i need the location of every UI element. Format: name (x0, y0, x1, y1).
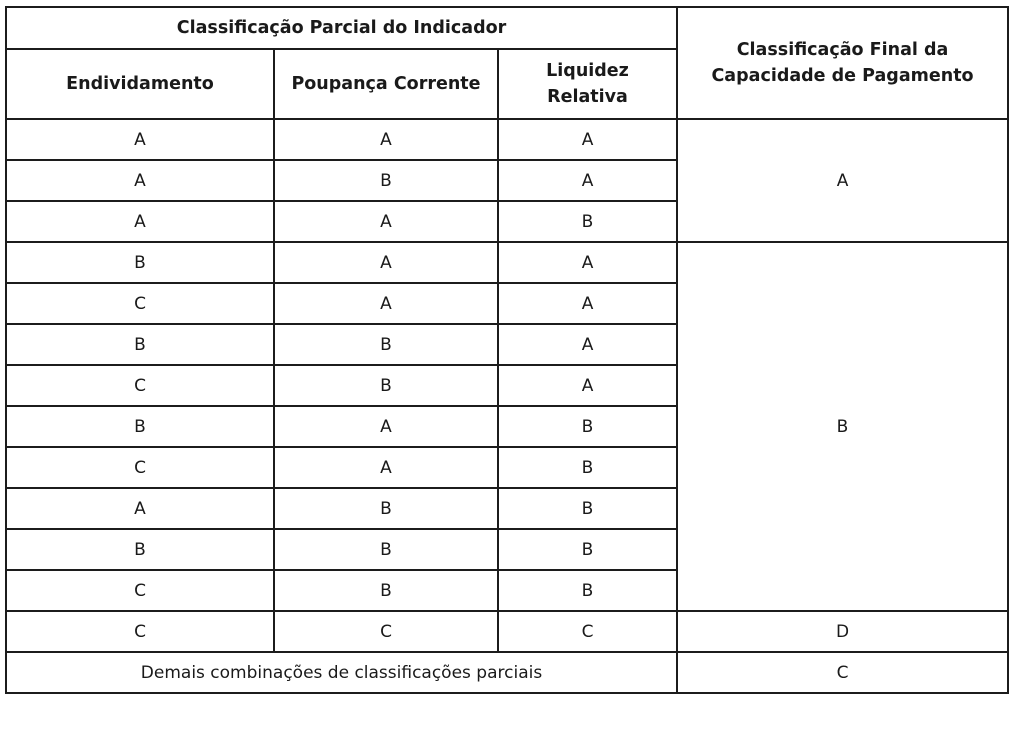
cell-endividamento: A (6, 119, 274, 160)
other-combinations-label: Demais combinações de classificações parciais (6, 652, 677, 693)
column-header-endividamento: Endividamento (6, 49, 274, 119)
cell-endividamento: C (6, 283, 274, 324)
liquidez-relativa-header-text: Liquidez Relativa (546, 61, 629, 107)
cell-final-classification: D (677, 611, 1008, 652)
cell-endividamento: C (6, 365, 274, 406)
cell-endividamento: B (6, 324, 274, 365)
cell-poupanca-corrente: B (274, 488, 498, 529)
cell-poupanca-corrente: A (274, 406, 498, 447)
table-row-footer (6, 652, 1008, 693)
cell-poupanca-corrente: A (274, 119, 498, 160)
cell-liquidez-relativa: A (498, 119, 677, 160)
cell-final-classification: B (677, 242, 1008, 611)
cell-final-classification: C (677, 652, 1008, 693)
cell-liquidez-relativa: A (498, 365, 677, 406)
cell-poupanca-corrente: B (274, 365, 498, 406)
table-body (6, 119, 1008, 693)
cell-endividamento: C (6, 570, 274, 611)
cell-liquidez-relativa: A (498, 324, 677, 365)
classification-table (5, 6, 1009, 694)
column-header-poupanca-corrente: Poupança Corrente (274, 49, 498, 119)
cell-liquidez-relativa: B (498, 447, 677, 488)
cell-poupanca-corrente: B (274, 324, 498, 365)
cell-liquidez-relativa: A (498, 242, 677, 283)
cell-liquidez-relativa: B (498, 201, 677, 242)
table-row (6, 119, 1008, 160)
cell-endividamento: C (6, 611, 274, 652)
cell-liquidez-relativa: B (498, 570, 677, 611)
cell-liquidez-relativa: C (498, 611, 677, 652)
cell-liquidez-relativa: B (498, 406, 677, 447)
cell-endividamento: A (6, 160, 274, 201)
cell-endividamento: A (6, 201, 274, 242)
final-classification-header-text: Classificação Final da Capacidade de Pagamento (711, 40, 974, 86)
cell-poupanca-corrente: B (274, 570, 498, 611)
column-header-liquidez-relativa (498, 49, 677, 119)
cell-endividamento: B (6, 242, 274, 283)
cell-poupanca-corrente: B (274, 160, 498, 201)
cell-endividamento: A (6, 488, 274, 529)
table-row (6, 611, 1008, 652)
cell-poupanca-corrente: C (274, 611, 498, 652)
cell-poupanca-corrente: A (274, 242, 498, 283)
cell-endividamento: B (6, 529, 274, 570)
cell-poupanca-corrente: A (274, 447, 498, 488)
cell-poupanca-corrente: A (274, 201, 498, 242)
cell-endividamento: C (6, 447, 274, 488)
cell-final-classification: A (677, 119, 1008, 242)
cell-liquidez-relativa: A (498, 160, 677, 201)
cell-poupanca-corrente: B (274, 529, 498, 570)
partial-classification-header: Classificação Parcial do Indicador (6, 7, 677, 49)
table-row (6, 242, 1008, 283)
cell-endividamento: B (6, 406, 274, 447)
cell-liquidez-relativa: B (498, 529, 677, 570)
final-classification-header (677, 7, 1008, 119)
cell-liquidez-relativa: B (498, 488, 677, 529)
cell-poupanca-corrente: A (274, 283, 498, 324)
cell-liquidez-relativa: A (498, 283, 677, 324)
